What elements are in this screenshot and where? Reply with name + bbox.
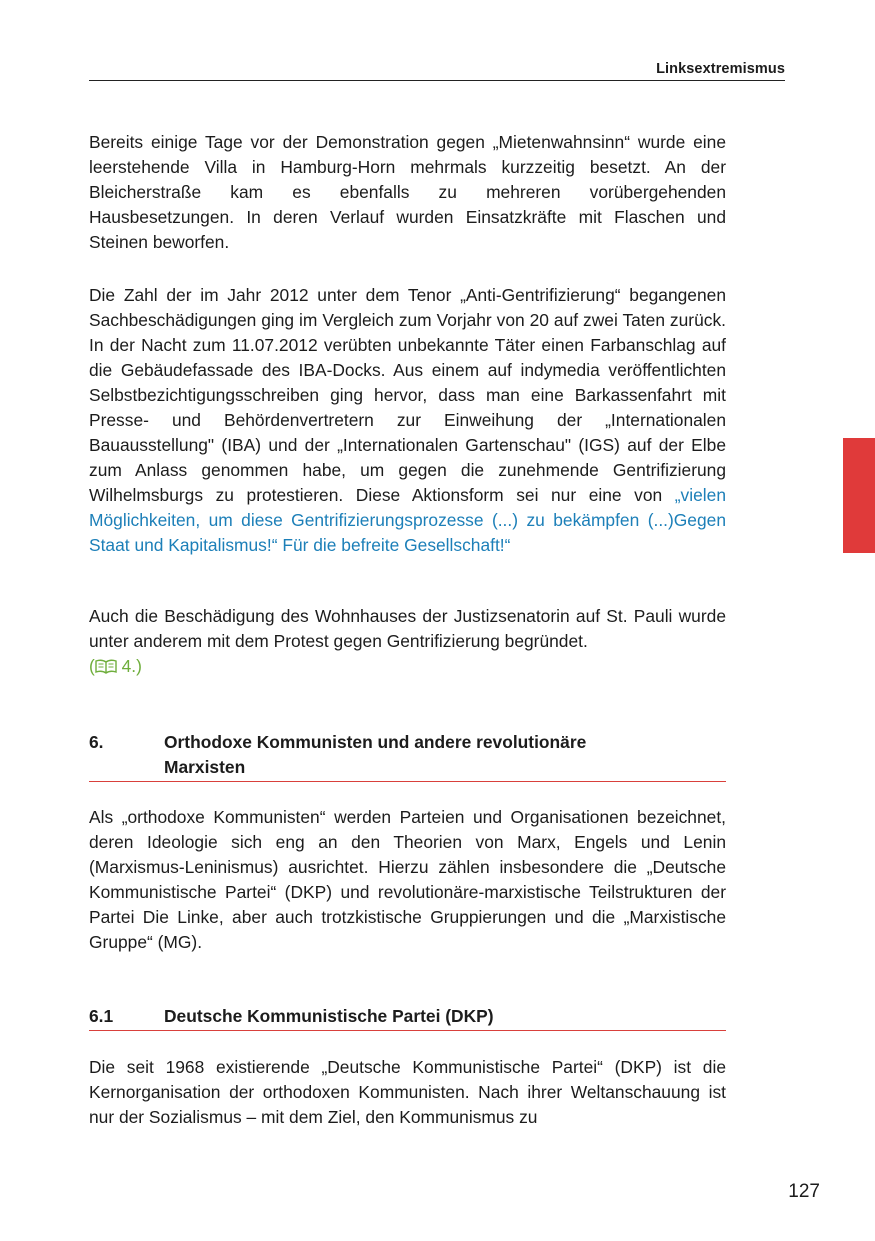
running-head (89, 60, 785, 81)
reference-label: 4.) (116, 656, 142, 676)
running-title: Linksextremismus (656, 61, 785, 77)
paragraph-5: Die seit 1968 existierende „Deutsche Kommunistische Partei“ (DKP) ist die Kernorganisation der orthodoxen Kommunisten. Nach ihrer Weltanschauung ist nur der Sozialismus – mit dem Ziel, den Kommunismus zu (89, 1057, 726, 1127)
book-icon (95, 659, 117, 674)
reference-open: ( (89, 656, 95, 676)
paragraph-3 (89, 604, 726, 679)
section-6-1-heading (89, 1004, 726, 1031)
section-6-heading (89, 730, 726, 782)
section-6-title: Orthodoxe Kommunisten und andere revolutionäre Marxisten (164, 732, 587, 777)
quote-text: „vielen Möglichkeiten, um diese Gentrifizierungsprozesse (...) zu bekämpfen (...)Gegen Staat und Kapitalismus!“ Für die befreite Gesellschaft!“ (89, 485, 726, 555)
paragraph-2-text: Die Zahl der im Jahr 2012 unter dem Tenor „Anti-Gentrifizierung“ begangenen Sachbeschädigungen ging im Vergleich zum Vorjahr von 20 auf zwei Taten zurück. In der Nacht zum 11.07.2012 verübten unbekannte Täter einen Farbanschlag auf die Gebäudefassade des IBA-Docks. Aus einem auf indymedia veröffentlichten Selbstbezichtigungsschreiben ging hervor, dass man eine Barkassenfahrt mit Presse- und Behördenvertretern zur Einweihung der „Internationalen Bauausstellung" (IBA) und der „Internationalen Gartenschau" (IGS) auf der Elbe zum Anlass genommen habe, um gegen die zunehmende Gentrifizierung Wilhelmsburgs zu protestieren. Diese Aktionsform sei nur eine von (89, 285, 726, 505)
chapter-side-tab (843, 438, 875, 553)
paragraph-2 (89, 283, 726, 558)
paragraph-3-text: Auch die Beschädigung des Wohnhauses der Justizsenatorin auf St. Pauli wurde unter anderem mit dem Protest gegen Gentrifizierung begründet. (89, 606, 726, 651)
section-6-number: 6. (89, 732, 104, 752)
paragraph-4: Als „orthodoxe Kommunisten“ werden Parteien und Organisationen bezeichnet, deren Ideologie sich eng an den Theorien von Marx, Engels und Lenin (Marxismus-Leninismus) ausrichtet. Hierzu zählen insbesondere die „Deutsche Kommunistische Partei“ (DKP) und revolutionäre-marxistische Teilstrukturen der Partei Die Linke, aber auch trotzkistische Gruppierungen und die „Marxistische Gruppe“ (MG). (89, 807, 726, 952)
section-6-1-number: 6.1 (89, 1006, 114, 1026)
page-number: 127 (788, 1181, 820, 1202)
section-6-1-title: Deutsche Kommunistische Partei (DKP) (164, 1006, 494, 1026)
paragraph-1: Bereits einige Tage vor der Demonstration gegen „Mietenwahnsinn“ wurde eine leerstehende Villa in Hamburg-Horn mehrmals kurzzeitig besetzt. An der Bleicherstraße kam es ebenfalls zu mehreren vorübergehenden Hausbesetzungen. In deren Verlauf wurden Einsatzkräfte mit Flaschen und Steinen beworfen. (89, 132, 726, 252)
reference-link[interactable] (89, 656, 142, 676)
